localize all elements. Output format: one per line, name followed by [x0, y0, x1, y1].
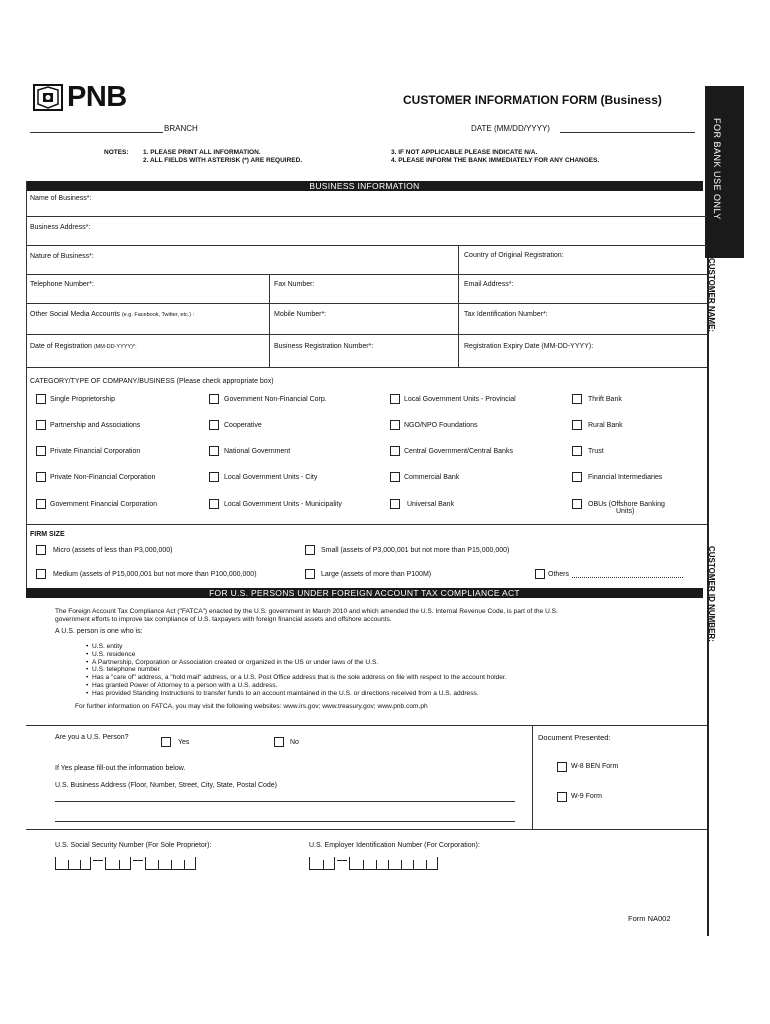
label-financial-intermediaries: Financial Intermediaries — [588, 474, 663, 481]
checkbox-financial-intermediaries[interactable] — [572, 472, 582, 482]
bank-use-label: FOR BANK USE ONLY — [712, 118, 722, 220]
checkbox-lgu-provincial[interactable] — [390, 394, 400, 404]
note-3: 3. IF NOT APPLICABLE PLEASE INDICATE N/A. — [391, 149, 538, 156]
checkbox-others[interactable] — [535, 569, 545, 579]
telephone-field[interactable]: Telephone Number*: — [30, 281, 94, 288]
label-cooperative: Cooperative — [224, 422, 262, 429]
checkbox-national-government[interactable] — [209, 446, 219, 456]
row-line-2 — [26, 245, 707, 246]
branch-line[interactable] — [30, 132, 163, 133]
label-lgu-provincial: Local Government Units - Provincial — [404, 396, 516, 403]
registration-expiry-field[interactable]: Registration Expiry Date (MM-DD-YYYY): — [464, 343, 594, 350]
if-yes-instruction: If Yes please fill-out the information below. — [55, 765, 186, 772]
us-address-line-1[interactable] — [55, 801, 515, 802]
label-lgu-municipality: Local Government Units - Municipality — [224, 501, 342, 508]
checkbox-medium[interactable] — [36, 569, 46, 579]
nature-of-business-field[interactable]: Nature of Business*: — [30, 253, 94, 260]
label-thrift-bank: Thrift Bank — [588, 396, 622, 403]
col-line-a — [458, 245, 459, 367]
registration-date-hint: (MM-DD-YYYY)*: — [93, 344, 137, 350]
checkbox-lgu-city[interactable] — [209, 472, 219, 482]
fatca-intro-2: government efforts to improve tax compliance of U.S. taxpayers with foreign financial assets and offshore accounts. — [55, 616, 392, 623]
label-government-nonfinancial: Government Non-Financial Corp. — [224, 396, 327, 403]
label-w8-ben: W-8 BEN Form — [571, 763, 619, 770]
note-1: 1. PLEASE PRINT ALL INFORMATION. — [143, 149, 261, 156]
date-line[interactable] — [560, 132, 695, 133]
ein-prefix-boxes[interactable] — [309, 857, 335, 870]
label-obus-line2: Units) — [616, 508, 635, 515]
firm-size-divider — [26, 524, 707, 525]
criteria-item: • Has granted Power of Attorney to a person with a U.S. address. — [86, 681, 278, 689]
us-person-top-border — [26, 725, 707, 726]
ssn-label: U.S. Social Security Number (For Sole Proprietor): — [55, 842, 212, 849]
checkbox-w8-ben[interactable] — [557, 762, 567, 772]
criteria-item: • U.S. entity — [86, 643, 123, 650]
date-label: DATE (MM/DD/YYYY) — [471, 124, 550, 133]
checkbox-rural-bank[interactable] — [572, 420, 582, 430]
ein-label: U.S. Employer Identification Number (For Corporation): — [309, 842, 480, 849]
ssn-dash-1 — [93, 860, 103, 861]
checkbox-ngo-npo[interactable] — [390, 420, 400, 430]
col-line-b — [269, 274, 270, 367]
label-micro: Micro (assets of less than P3,000,000) — [53, 547, 173, 554]
row-line-5 — [26, 334, 707, 335]
checkbox-thrift-bank[interactable] — [572, 394, 582, 404]
us-person-definition: A U.S. person is one who is: — [55, 628, 143, 635]
fatca-header: FOR U.S. PERSONS UNDER FOREIGN ACCOUNT TAX COMPLIANCE ACT — [26, 588, 703, 598]
label-central-government: Central Government/Central Banks — [404, 448, 513, 455]
business-address-field[interactable]: Business Address*: — [30, 224, 91, 231]
registration-number-field[interactable]: Business Registration Number*: — [274, 343, 374, 350]
tin-field[interactable]: Tax Identification Number*: — [464, 311, 548, 318]
name-of-business-field[interactable]: Name of Business*: — [30, 195, 92, 202]
criteria-item: • Has provided Standing Instructions to transfer funds to an account maintained in the U.S. or directions received from a U.S. address. — [86, 689, 479, 697]
label-small: Small (assets of P3,000,001 but not more than P15,000,000) — [321, 547, 510, 554]
pnb-emblem-icon — [33, 84, 63, 111]
label-others: Others — [548, 571, 570, 578]
label-lgu-city: Local Government Units - City — [224, 474, 318, 481]
doc-presented-divider — [532, 725, 533, 829]
social-media-label: Other Social Media Accounts — [30, 311, 120, 318]
label-national-government: National Government — [224, 448, 291, 455]
checkbox-private-nonfinancial[interactable] — [36, 472, 46, 482]
checkbox-partnership[interactable] — [36, 420, 46, 430]
label-medium: Medium (assets of P15,000,001 but not more than P100,000,000) — [53, 571, 257, 578]
checkbox-central-government[interactable] — [390, 446, 400, 456]
customer-id-label: CUSTOMER ID NUMBER: — [707, 546, 716, 642]
business-info-header: BUSINESS INFORMATION — [26, 181, 703, 191]
checkbox-single-proprietorship[interactable] — [36, 394, 46, 404]
label-ngo-npo: NGO/NPO Foundations — [404, 422, 478, 429]
notes-label: NOTES: — [104, 149, 129, 156]
checkbox-small[interactable] — [305, 545, 315, 555]
label-single-proprietorship: Single Proprietorship — [50, 396, 115, 403]
checkbox-us-person-yes[interactable] — [161, 737, 171, 747]
checkbox-universal-bank[interactable] — [390, 499, 400, 509]
label-private-financial: Private Financial Corporation — [50, 448, 141, 455]
ssn-group-boxes[interactable] — [105, 857, 131, 870]
note-4: 4. PLEASE INFORM THE BANK IMMEDIATELY FOR ANY CHANGES. — [391, 157, 600, 164]
checkbox-w9[interactable] — [557, 792, 567, 802]
checkbox-us-person-no[interactable] — [274, 737, 284, 747]
checkbox-private-financial[interactable] — [36, 446, 46, 456]
country-registration-field[interactable]: Country of Original Registration: — [464, 252, 564, 259]
fax-field[interactable]: Fax Number: — [274, 281, 315, 288]
label-no: No — [290, 739, 299, 746]
row-line-6 — [26, 367, 707, 368]
label-partnership: Partnership and Associations — [50, 422, 141, 429]
checkbox-government-nonfinancial[interactable] — [209, 394, 219, 404]
fatca-more-info: For further information on FATCA, you may visit the following websites: www.irs.gov; www.treasury.gov; www.pnb.com.ph — [75, 703, 428, 710]
criteria-item: • Has a "care of" address, a "hold mail" address, or a U.S. Post Office address that is the sole address on file with respect to the account holder. — [86, 674, 507, 682]
form-left-border — [26, 181, 27, 594]
ein-dash — [337, 860, 347, 861]
checkbox-micro[interactable] — [36, 545, 46, 555]
pnb-logo — [33, 81, 147, 113]
label-obus: OBUs (Offshore Banking — [588, 501, 665, 508]
criteria-item: • U.S. telephone number — [86, 666, 160, 674]
form-title: CUSTOMER INFORMATION FORM (Business) — [403, 93, 662, 107]
note-2: 2. ALL FIELDS WITH ASTERISK (*) ARE REQUIRED. — [143, 157, 303, 164]
mobile-field[interactable]: Mobile Number*: — [274, 311, 327, 318]
label-rural-bank: Rural Bank — [588, 422, 623, 429]
checkbox-large[interactable] — [305, 569, 315, 579]
checkbox-lgu-municipality[interactable] — [209, 499, 219, 509]
criteria-item: • A Partnership, Corporation or Association created or organized in the US or under laws of the U.S. — [86, 658, 379, 666]
label-universal-bank: Universal Bank — [407, 501, 455, 508]
customer-name-label: CUSTOMER NAME: — [707, 258, 716, 333]
ssn-serial-boxes[interactable] — [145, 857, 196, 870]
logo-text: PNB — [67, 81, 127, 113]
social-media-hint: (e.g. Facebook, Twitter, etc.) : — [121, 312, 195, 318]
label-commercial-bank: Commercial Bank — [404, 474, 460, 481]
ein-suffix-boxes[interactable] — [349, 857, 438, 870]
firm-size-title: FIRM SIZE — [30, 531, 65, 538]
label-large: Large (assets of more than P100M) — [321, 571, 432, 578]
us-person-question: Are you a U.S. Person? — [55, 734, 129, 741]
checkbox-trust[interactable] — [572, 446, 582, 456]
row-line-3 — [26, 274, 707, 275]
us-business-address-label: U.S. Business Address (Floor, Number, Street, City, State, Postal Code) — [55, 782, 278, 789]
bank-use-panel — [705, 86, 744, 258]
row-line-4 — [26, 303, 707, 304]
label-private-nonfinancial: Private Non-Financial Corporation — [50, 474, 156, 481]
us-person-criteria-list — [86, 643, 507, 698]
checkbox-cooperative[interactable] — [209, 420, 219, 430]
us-person-bottom-border — [26, 829, 707, 830]
checkbox-commercial-bank[interactable] — [390, 472, 400, 482]
label-w9: W-9 Form — [571, 793, 602, 800]
row-line-1 — [26, 216, 707, 217]
fatca-intro-1: The Foreign Account Tax Compliance Act ("FATCA") enacted by the U.S. government in March 2010 and which amended the U.S. Internal Revenue Code, is part of the U.S. — [55, 608, 558, 615]
others-input-line[interactable] — [572, 577, 683, 578]
ssn-area-boxes[interactable] — [55, 857, 91, 870]
checkbox-government-financial[interactable] — [36, 499, 46, 509]
registration-date-field[interactable] — [30, 343, 137, 350]
criteria-item: • U.S. residence — [86, 650, 136, 658]
label-government-financial: Government Financial Corporation — [50, 501, 157, 508]
social-media-field[interactable] — [30, 311, 194, 318]
category-title: CATEGORY/TYPE OF COMPANY/BUSINESS (Please check appropriate box) — [30, 378, 274, 385]
label-yes: Yes — [178, 739, 190, 746]
document-presented-label: Document Presented: — [538, 733, 611, 742]
checkbox-obus[interactable] — [572, 499, 582, 509]
email-field[interactable]: Email Address*: — [464, 281, 514, 288]
registration-date-label: Date of Registration — [30, 343, 92, 350]
branch-label: BRANCH — [164, 124, 198, 133]
label-trust: Trust — [588, 448, 604, 455]
form-code: Form NA002 — [628, 914, 671, 923]
ssn-dash-2 — [133, 860, 143, 861]
us-address-line-2[interactable] — [55, 821, 515, 822]
